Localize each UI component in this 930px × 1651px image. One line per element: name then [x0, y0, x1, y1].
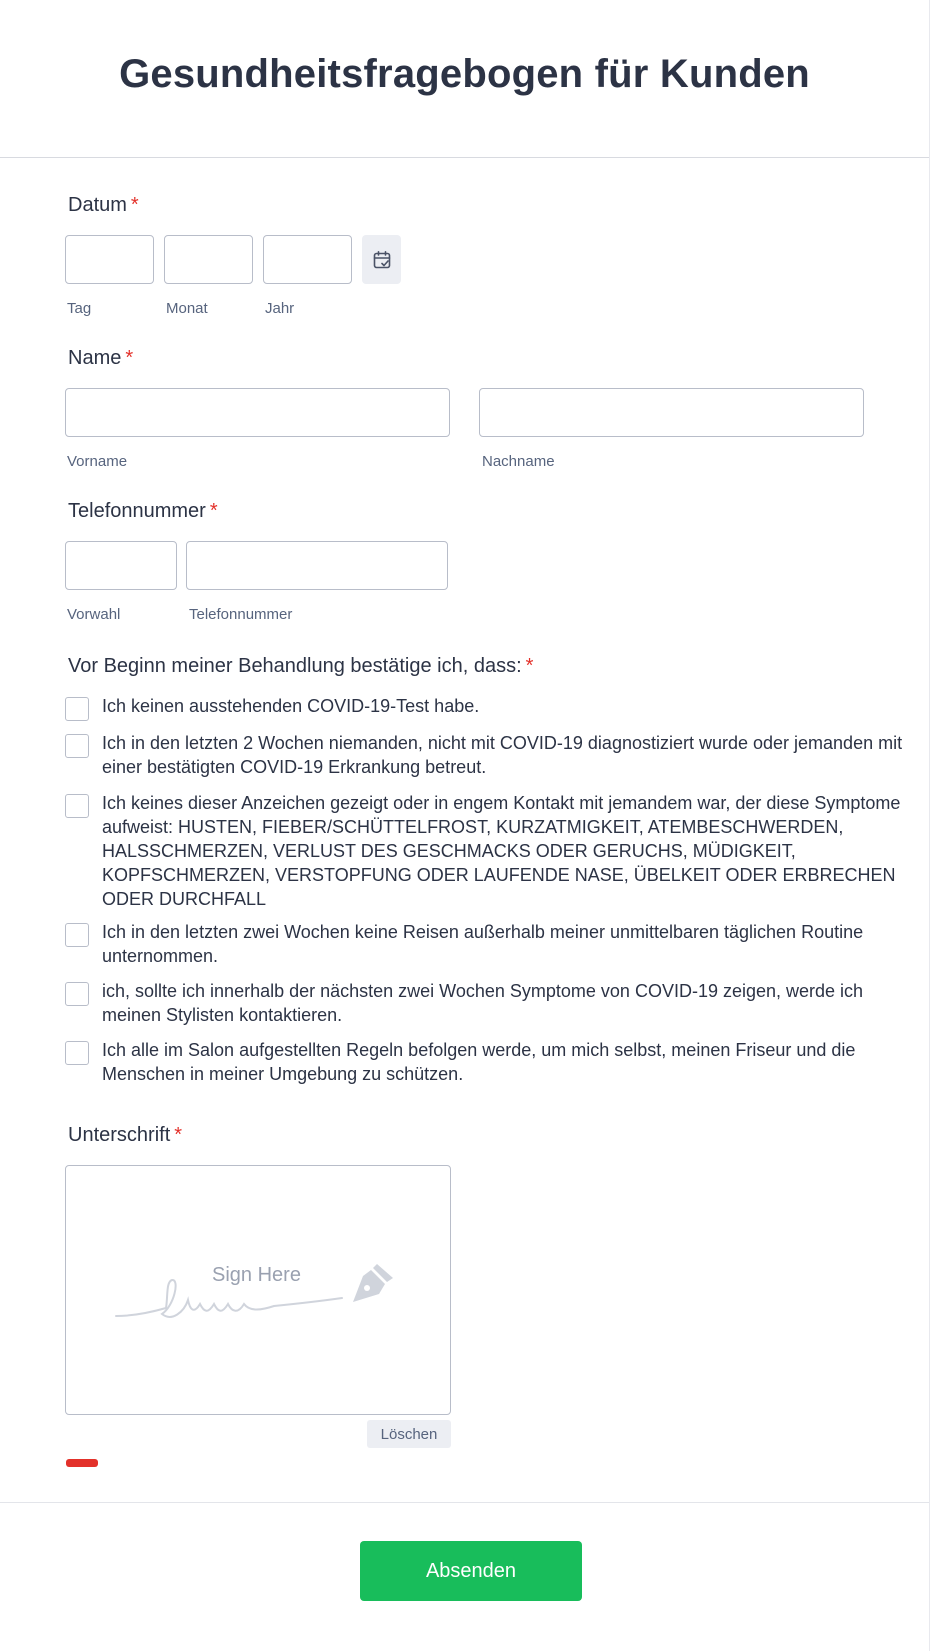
checkbox-label[interactable]: Ich keines dieser Anzeichen gezeigt oder in engem Kontakt mit jemandem war, der diese Symptome aufweist: HUSTEN, FIEBER/SCHÜTTELFROST, KURZATMIGKEIT, ATEMBESCHWERDEN, HALSSCHMERZEN, VERLUST DES GESCHMACKS ODER GERUCHS, MÜDIGKEIT, KOPFSCHMERZEN, VERSTOPFUNG ODER LAUFENDE NASE, ÜBELKEIT ODER ERBRECHEN ODER DURCHFALL: [102, 793, 901, 909]
required-marker: *: [209, 500, 218, 522]
required-marker: *: [130, 194, 139, 216]
required-marker: *: [125, 347, 134, 369]
date-day-input[interactable]: [65, 235, 154, 284]
form-header: [0, 0, 929, 158]
checkbox[interactable]: [65, 697, 89, 721]
checkbox[interactable]: [65, 982, 89, 1006]
date-year-sublabel: Jahr: [265, 300, 295, 317]
required-marker: *: [174, 1124, 183, 1146]
date-label-text: Datum: [68, 194, 127, 216]
phone-label-text: Telefonnummer: [68, 500, 206, 522]
area-code-sublabel: Vorwahl: [67, 606, 121, 623]
required-marker: *: [525, 655, 534, 677]
first-name-input[interactable]: [65, 388, 450, 437]
last-name-sublabel: Nachname: [482, 453, 555, 470]
checkbox-label[interactable]: ich, sollte ich innerhalb der nächsten zwei Wochen Symptome von COVID-19 zeigen, werde ich meinen Stylisten kontaktieren.: [102, 981, 864, 1025]
date-day-sublabel: Tag: [67, 300, 92, 317]
checkbox-label[interactable]: Ich in den letzten 2 Wochen niemanden, nicht mit COVID-19 diagnostiziert wurde oder jemanden mit einer bestätigten COVID-19 Erkrankung betreut.: [102, 733, 903, 777]
last-name-input[interactable]: [479, 388, 864, 437]
signature-label: [68, 1124, 182, 1147]
submit-button[interactable]: Absenden: [360, 1541, 582, 1601]
first-name-sublabel: Vorname: [67, 453, 128, 470]
date-month-sublabel: Monat: [166, 300, 208, 317]
calendar-button[interactable]: [362, 235, 401, 284]
date-year-input[interactable]: [263, 235, 352, 284]
confirm-label-text: Vor Beginn meiner Behandlung bestätige ich, dass:: [68, 655, 522, 677]
date-label: [68, 194, 139, 217]
checkbox[interactable]: [65, 1041, 89, 1065]
checkbox[interactable]: [65, 794, 89, 818]
name-label: [68, 347, 133, 370]
checkbox-label[interactable]: Ich alle im Salon aufgestellten Regeln befolgen werde, um mich selbst, meinen Friseur und die Menschen in meiner Umgebung zu schützen.: [102, 1040, 856, 1084]
signature-pad[interactable]: [65, 1165, 451, 1415]
footer-divider: [0, 1502, 929, 1503]
page-title: Gesundheitsfragebogen für Kunden: [119, 52, 810, 96]
checkbox-label[interactable]: Ich keinen ausstehenden COVID-19-Test habe.: [102, 696, 480, 716]
checkbox[interactable]: [65, 923, 89, 947]
phone-number-sublabel: Telefonnummer: [189, 606, 293, 623]
error-indicator: [66, 1459, 98, 1467]
date-month-input[interactable]: [164, 235, 253, 284]
calendar-icon: [372, 250, 392, 270]
name-label-text: Name: [68, 347, 122, 369]
pen-nib-icon: [349, 1262, 395, 1304]
signature-scribble-icon: [114, 1266, 354, 1336]
phone-label: [68, 500, 218, 523]
area-code-input[interactable]: [65, 541, 177, 590]
phone-number-input[interactable]: [186, 541, 448, 590]
checkbox-label[interactable]: Ich in den letzten zwei Wochen keine Reisen außerhalb meiner unmittelbaren täglichen Routine unternommen.: [102, 922, 864, 966]
confirm-label: [68, 655, 533, 678]
signature-placeholder: Sign Here: [212, 1264, 301, 1286]
signature-label-text: Unterschrift: [68, 1124, 171, 1146]
clear-signature-button[interactable]: Löschen: [367, 1420, 451, 1448]
checkbox[interactable]: [65, 734, 89, 758]
